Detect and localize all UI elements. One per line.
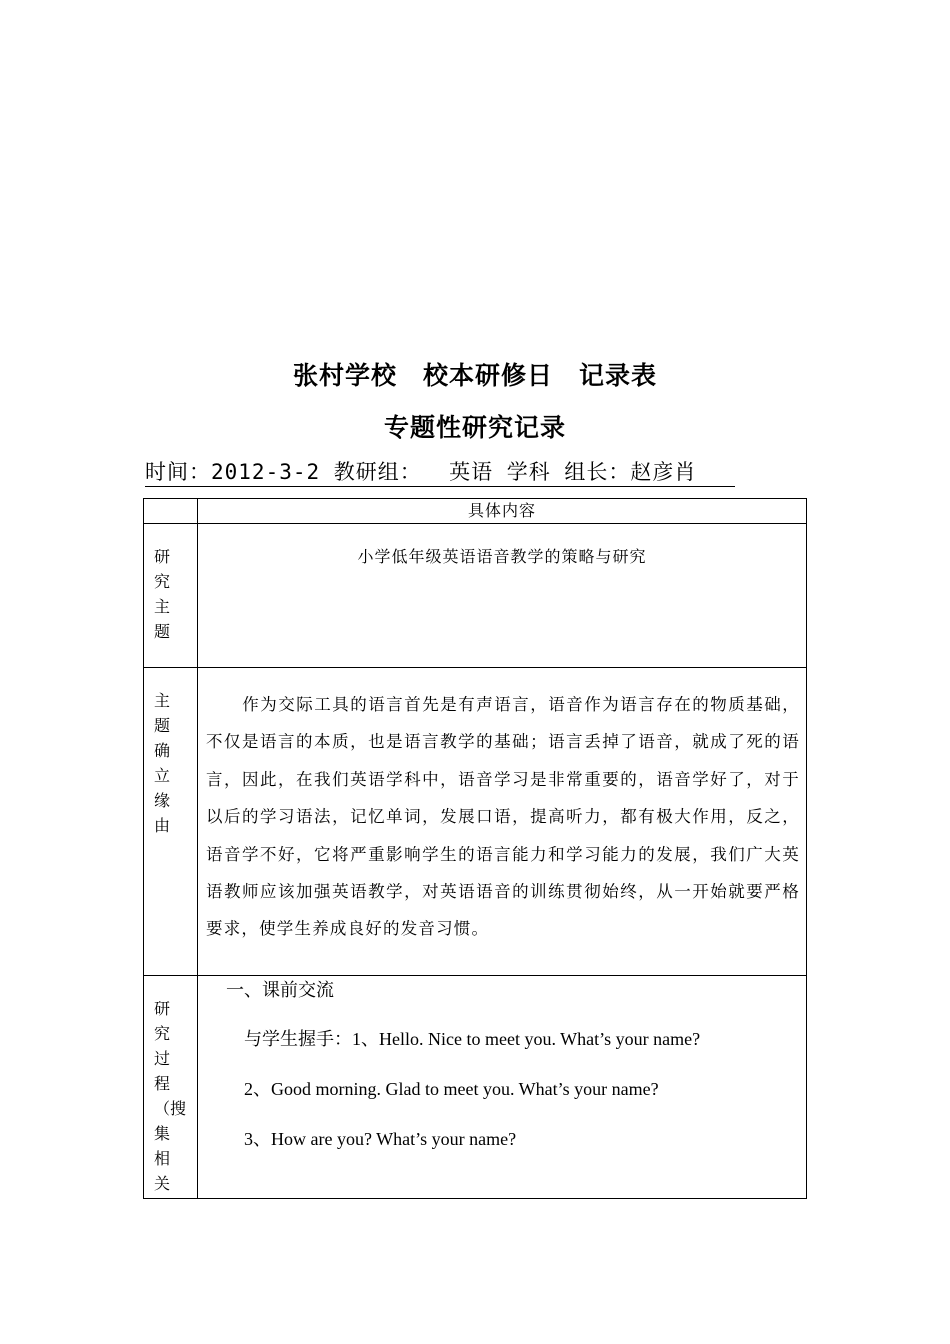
table-row-reason	[144, 668, 807, 976]
process-line: 3、How are you? What’s your name?	[244, 1129, 517, 1149]
row-label-topic: 研究主题	[154, 547, 171, 641]
reason-content: 作为交际工具的语言首先是有声语言，语音作为语言存在的物质基础，不仅是语言的本质，也是语言教学的基础；语言丢掉了语音，就成了死的语言，因此，在我们英语学科中，语音学习是非常重要的，语音学好了，对于以后的学习语法，记忆单词，发展口语，提高听力，都有极大作用，反之，语音学不好，它将严重影响学生的语言能力和学习能力的发展，我们广大英语教师应该加强英语教学，对英语语音的训练贯彻始终，从一开始就要严格要求，使学生养成良好的发音习惯。	[206, 695, 800, 939]
row-label-cell	[144, 668, 198, 976]
document-title: 张村学校 校本研修日 记录表	[292, 361, 657, 390]
process-line: 与学生握手：1、Hello. Nice to meet you. What’s your name?	[244, 1029, 701, 1049]
topic-content: 小学低年级英语语音教学的策略与研究	[357, 547, 647, 566]
table-row-process	[144, 976, 807, 1199]
row-label-reason: 主题确立缘由	[154, 691, 171, 835]
row-content-cell	[198, 524, 807, 668]
row-label-cell	[144, 976, 198, 1199]
table-row-topic	[144, 524, 807, 668]
header-blank-cell	[144, 499, 198, 524]
row-label-cell	[144, 524, 198, 668]
table-header-row	[144, 499, 807, 524]
row-content-cell	[198, 668, 807, 976]
row-content-cell	[198, 976, 807, 1199]
table-header: 具体内容	[198, 499, 807, 524]
document-subtitle: 专题性研究记录	[383, 413, 566, 442]
row-label-process: 研究过程（搜集相关	[154, 999, 187, 1193]
record-table	[143, 498, 807, 1199]
process-line: 2、Good morning. Glad to meet you. What’s your name?	[244, 1079, 659, 1099]
meta-line: 时间：2012-3-2 教研组： 英语 学科 组长：赵彦肖	[145, 458, 735, 487]
process-heading: 一、课前交流	[226, 980, 334, 1000]
